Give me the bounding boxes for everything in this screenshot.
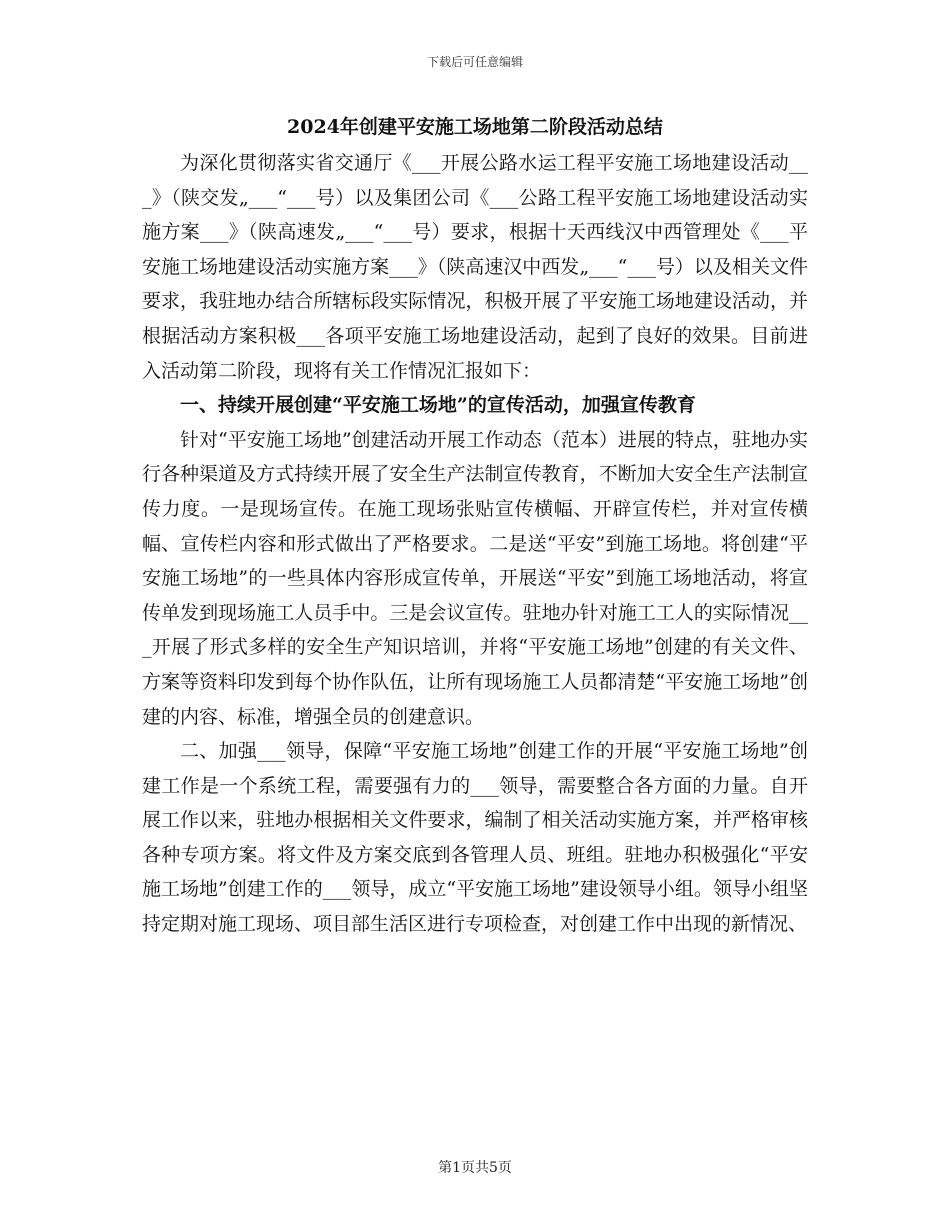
header-note: 下载后可任意编辑 (426, 55, 523, 69)
section-heading-1: 一、持续开展创建“平安施工场地”的宣传活动，加强宣传教育 (180, 394, 696, 417)
section-1-paragraph: 针对“平安施工场地”创建活动开展工作动态（范本）进展的特点，驻地办实行各种渠道及方式持续开展了安全生产法制宣传教育，不断加大安全生产法制宣传力度。一是现场宣传。在施工现场张贴宣传横幅、开辟宣传栏，并对宣传横幅、宣传栏内容和形式做出了严格要求。二是送“平安”到施工场地。将创建“平安施工场地”的一些具体内容形成宣传单，开展送“平安”到施工场地活动，将宣传单发到现场施工人员手中。三是会议宣传。驻地办针对施工工人的实际情况___开展了形式多样的安全生产知识培训，并将“平安施工场地”创建的有关文件、方案等资料印发到每个协作队伍，让所有现场施工人员都清楚“平安施工场地”创建的内容、标准，增强全员的创建意识。 (142, 428, 808, 728)
section-2-paragraph: 二、加强___领导，保障“平安施工场地”创建工作的开展“平安施工场地”创建工作是一个系统工程，需要强有力的___领导，需要整合各方面的力量。自开展工作以来，驻地办根据相关文件要求，编制了相关活动实施方案，并严格审核各种专项方案。将文件及方案交底到各管理人员、班组。驻地办积极强化“平安施工场地”创建工作的___领导，成立“平安施工场地”建设领导小组。领导小组坚持定期对施工现场、项目部生活区进行专项检查，对创建工作中出现的新情况、 (142, 740, 808, 936)
document-title: 2024年创建平安施工场地第二阶段活动总结 (287, 116, 663, 138)
intro-paragraph: 为深化贯彻落实省交通厅《___开展公路水运工程平安施工场地建设活动___》（陕交发„___“___号）以及集团公司《___公路工程平安施工场地建设活动实施方案___》（陕高速发„___“___号）要求，根据十天西线汉中西管理处《___平安施工场地建设活动实施方案___》（陕高速汉中西发„___“___号）以及相关文件要求，我驻地办结合所辖标段实际情况，积极开展了平安施工场地建设活动，并根据活动方案积极___各项平安施工场地建设活动，起到了良好的效果。目前进入活动第二阶段，现将有关工作情况汇报如下： (142, 152, 808, 382)
document-body (142, 146, 808, 942)
page-footer: 第1页共5页 (438, 1160, 512, 1176)
